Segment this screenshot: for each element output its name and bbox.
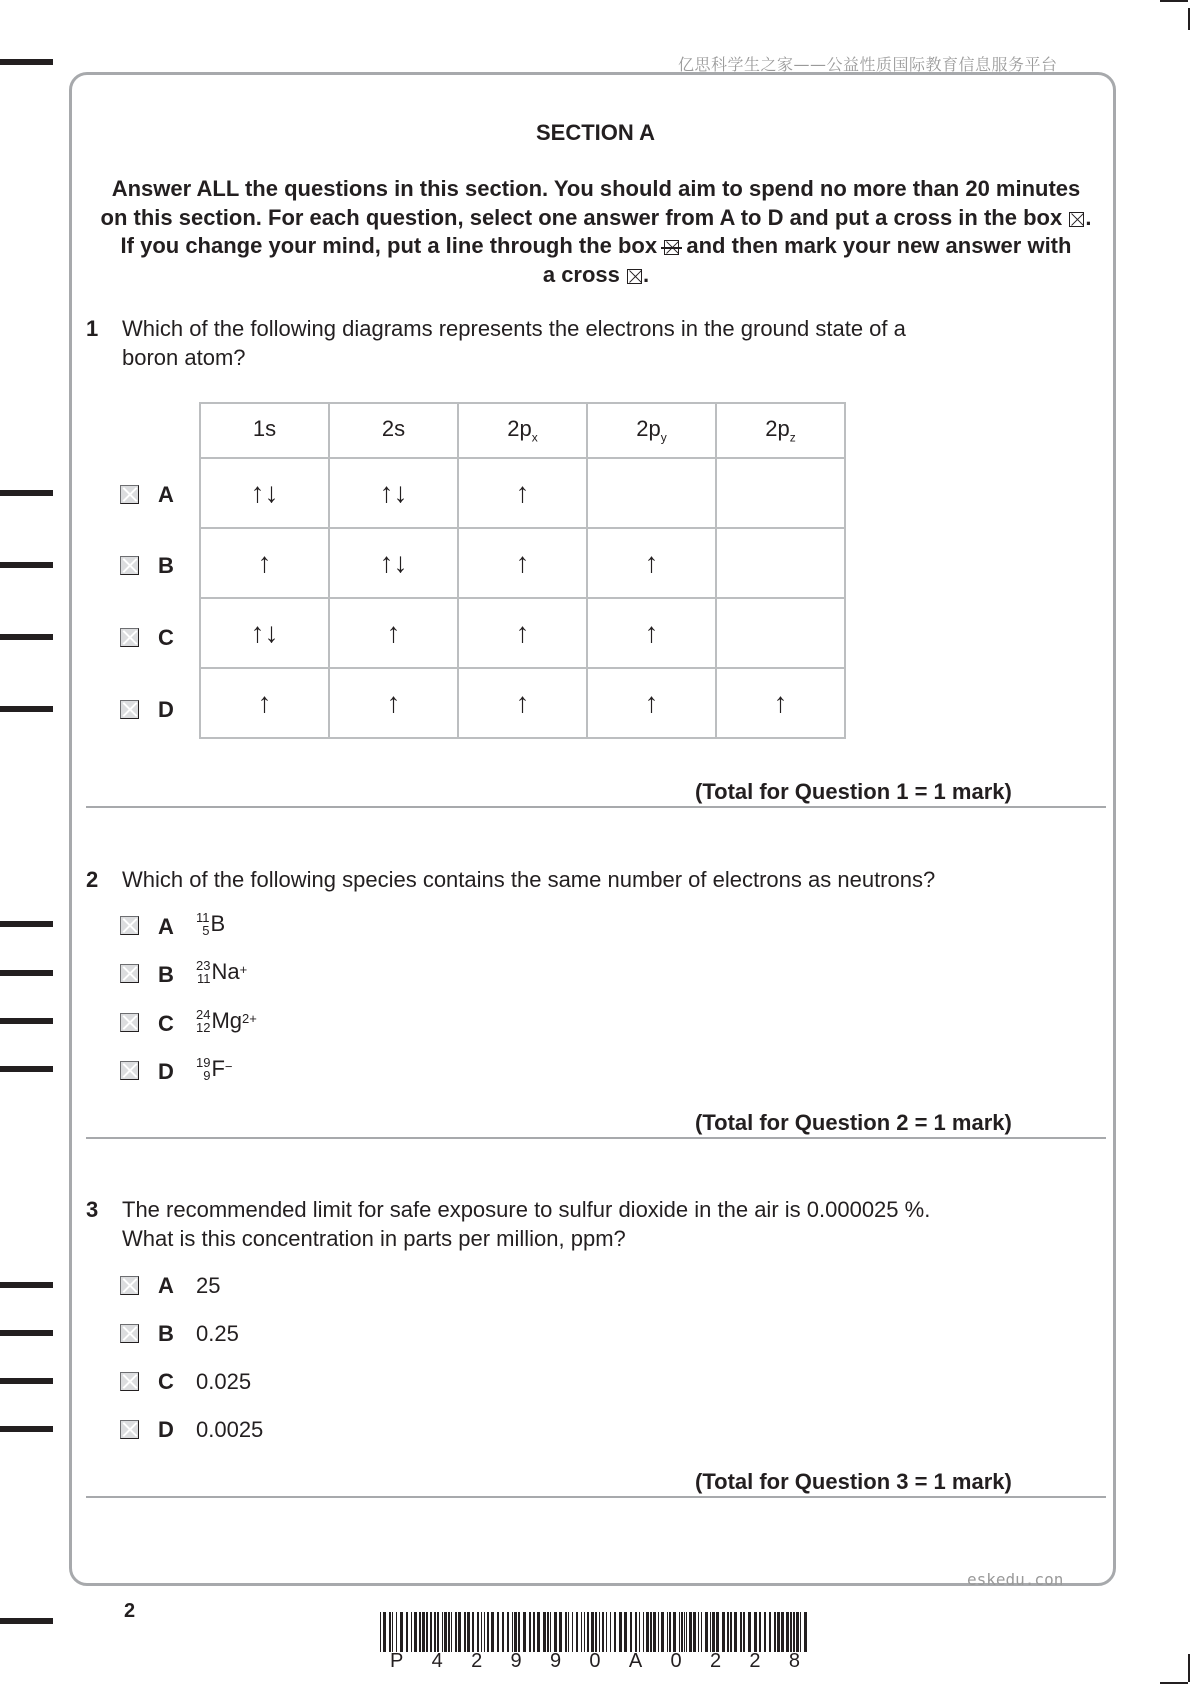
barcode-bar [646,1612,649,1652]
orbital-cell: ↑ [587,528,716,598]
barcode-bar [581,1612,582,1652]
orbital-cell: ↑ [458,668,587,738]
margin-tick [0,1426,53,1432]
barcode-bar [529,1612,531,1652]
barcode-bar [491,1612,494,1652]
barcode-bar [467,1612,470,1652]
answer-checkbox-q1-a[interactable] [120,485,139,504]
margin-tick [0,1618,53,1624]
barcode-bar [710,1612,711,1652]
option-letter: B [158,1321,174,1346]
barcode-char: 0 [670,1650,682,1672]
margin-tick [0,1066,53,1072]
question-1-number: 1 [86,316,99,341]
orbital-cell: ↑ [458,528,587,598]
crossed-box-icon [1069,212,1084,227]
question-3-text [122,1196,930,1253]
orbital-header: 2s [329,403,458,458]
option-letter: C [158,625,174,650]
barcode-bar [693,1612,696,1652]
option-letter: B [158,962,174,987]
barcode-bar [426,1612,428,1652]
orbital-header: 1s [200,403,329,458]
orbital-row-b [200,528,845,598]
barcode-bar [681,1612,683,1652]
orbital-cell: ↑↓ [200,458,329,528]
barcode-bar [518,1612,520,1652]
barcode-bar [748,1612,751,1652]
option-value: 0.0025 [196,1417,264,1442]
barcode-bar [502,1612,504,1652]
barcode-bar [559,1612,562,1652]
margin-tick [0,490,53,496]
instructions-line-1: Answer ALL the questions in this section. You should aim to spend no more than 20 minutes [111,176,1081,201]
barcode-bar [759,1612,761,1652]
orbital-cell: ↑ [200,528,329,598]
barcode-bar [406,1612,408,1652]
element-symbol: F [211,1056,225,1081]
barcode-bar [481,1612,482,1652]
question-text-line: boron atom? [122,344,246,370]
barcode-bar [396,1612,397,1652]
orbital-table [199,402,846,739]
barcode-bar [635,1612,637,1652]
option-value: 0.025 [196,1369,252,1394]
question-1-total: (Total for Question 1 = 1 mark) [695,779,1012,804]
barcode-bar [411,1612,412,1652]
barcode-bar [716,1612,719,1652]
barcode-bar [686,1612,687,1652]
margin-tick [0,1330,53,1336]
question-3-total: (Total for Question 3 = 1 mark) [695,1469,1012,1494]
orbital-cell: ↑ [716,668,845,738]
barcode-bar [599,1612,600,1652]
barcode-bar [437,1612,439,1652]
answer-checkbox-q2-b[interactable] [120,964,139,983]
barcode-bar [389,1612,391,1652]
barcode-char: 2 [709,1650,722,1672]
barcode-bar [727,1612,729,1652]
barcode-bar [796,1612,799,1652]
orbital-cell: ↑ [458,458,587,528]
orbital-cell: ↑↓ [329,458,458,528]
charge: − [224,1058,233,1074]
barcode-char: 2 [471,1650,483,1672]
orbital-cell: ↑ [200,668,329,738]
barcode-bar [458,1612,461,1652]
barcode-bar [650,1612,652,1652]
barcode-bar [754,1612,757,1652]
instructions-line-3 [86,232,1106,261]
barcode-bar [434,1612,436,1652]
barcode-bar [414,1612,417,1652]
mass-number: 19 [196,1055,211,1070]
crop-mark [1188,1654,1190,1682]
barcode-char: P [390,1650,404,1672]
option-nuclide [196,1056,233,1082]
divider [86,1137,1106,1139]
barcode-char: 0 [589,1650,601,1672]
orbital-cell: ↑ [587,598,716,668]
barcode [380,1612,810,1652]
orbital-cell: ↑ [587,668,716,738]
answer-checkbox-q2-a[interactable] [120,916,139,935]
option-value: 25 [196,1273,221,1298]
barcode-bar [774,1612,776,1652]
watermark-top: 亿思科学生之家——公益性质国际教育信息服务平台 [678,55,1058,74]
barcode-bar [547,1612,549,1652]
barcode-bar [400,1612,403,1652]
barcode-bar [804,1612,807,1652]
barcode-bar [781,1612,784,1652]
barcode-bar [477,1612,479,1652]
barcode-bar [793,1612,795,1652]
option-letter: A [158,482,174,507]
barcode-bar [730,1612,732,1652]
instructions-text: on this section. For each question, select one answer from A to D and put a cross in the box [100,204,1063,230]
barcode-bar [533,1612,535,1652]
option-nuclide [196,959,247,985]
barcode-char: 9 [549,1650,562,1672]
margin-tick [0,970,53,976]
margin-tick [0,921,53,927]
barcode-bar [624,1612,627,1652]
answer-checkbox-q3-d[interactable] [120,1420,139,1439]
mass-number: 11 [196,910,210,925]
margin-tick [0,1018,53,1024]
barcode-bar [550,1612,551,1652]
barcode-bar [722,1612,725,1652]
barcode-bar [689,1612,692,1652]
element-symbol: Mg [211,1008,243,1033]
barcode-bar [653,1612,656,1652]
divider [86,806,1106,808]
barcode-bar [769,1612,771,1652]
option-letter: D [158,697,174,722]
option-letter: A [158,914,174,939]
question-3-number: 3 [86,1197,99,1222]
instructions-line-4 [86,261,1106,290]
barcode-bar [669,1612,671,1652]
barcode-bar [422,1612,425,1652]
barcode-bar [602,1612,604,1652]
answer-checkbox-q2-d[interactable] [120,1061,139,1080]
question-text-line: The recommended limit for safe exposure to sulfur dioxide in the air is 0.000025 %. [122,1197,931,1222]
orbital-cell [587,458,716,528]
crop-mark [1160,0,1188,2]
atomic-number: 11 [196,971,211,986]
barcode-char: A [628,1650,643,1672]
question-text-line: What is this concentration in parts per million, ppm? [122,1225,626,1251]
option-letter: B [158,553,174,578]
margin-tick [0,1282,53,1288]
orbital-header: $2p_y$ [587,403,716,458]
question-2-total: (Total for Question 2 = 1 mark) [695,1110,1012,1135]
charge: + [239,961,248,977]
page-frame [69,72,1116,1586]
barcode-bar [565,1612,567,1652]
barcode-bar [448,1612,450,1652]
orbital-cell: ↑ [458,598,587,668]
orbital-header: $2p_x$ [458,403,587,458]
barcode-bar [701,1612,702,1652]
barcode-bar [514,1612,517,1652]
answer-checkbox-q3-c[interactable] [120,1372,139,1391]
option-value: 0.25 [196,1321,239,1346]
barcode-bar [614,1612,616,1652]
barcode-bar [790,1612,792,1652]
orbital-cell: ↑↓ [329,528,458,598]
option-letter: D [158,1059,174,1084]
barcode-bar [679,1612,680,1652]
barcode-bar [383,1612,386,1652]
barcode-char: 8 [788,1650,800,1672]
option-letter: C [158,1011,174,1036]
margin-tick [0,1378,53,1384]
divider [86,1496,1106,1498]
answer-checkbox-q1-b[interactable] [120,556,139,575]
element-symbol: Na [211,959,240,984]
atomic-number: 9 [203,1068,211,1083]
barcode-bar [455,1612,457,1652]
orbital-cell: ↑ [329,598,458,668]
barcode-bar [661,1612,664,1652]
option-letter: C [158,1369,174,1394]
barcode-bar [595,1612,597,1652]
answer-checkbox-q1-d[interactable] [120,700,139,719]
orbital-cell [716,528,845,598]
footer-watermark: eskedu.con [967,1570,1064,1589]
charge: 2+ [242,1010,257,1026]
option-nuclide [196,1008,257,1034]
barcode-char: 4 [431,1650,443,1672]
barcode-bar [639,1612,640,1652]
barcode-bar [734,1612,737,1652]
barcode-bar [786,1612,789,1652]
barcode-bar [451,1612,452,1652]
barcode-bar [643,1612,644,1652]
instructions-text: . [643,261,650,287]
barcode-bar [487,1612,489,1652]
barcode-bar [619,1612,622,1652]
question-2-number: 2 [86,867,99,892]
barcode-bar [658,1612,659,1652]
section-title: SECTION A [536,120,655,145]
option-nuclide [196,911,225,937]
barcode-bar [497,1612,499,1652]
margin-tick [0,706,53,712]
barcode-bar [543,1612,546,1652]
barcode-char: 2 [749,1650,761,1672]
barcode-bar [705,1612,708,1652]
barcode-bar [712,1612,715,1652]
mass-number: 24 [196,1007,211,1022]
instructions-text: a cross [542,261,620,287]
barcode-bar [576,1612,578,1652]
barcode-bar [572,1612,573,1652]
barcode-bar [484,1612,485,1652]
atomic-number: 12 [196,1020,211,1035]
orbital-row-c [200,598,845,668]
barcode-char: 9 [510,1650,522,1672]
barcode-bar [419,1612,421,1652]
barcode-bar [698,1612,699,1652]
barcode-bar [777,1612,780,1652]
orbital-cell: ↑↓ [200,598,329,668]
barcode-bar [523,1612,526,1652]
barcode-bar [743,1612,745,1652]
barcode-bar [606,1612,607,1652]
barcode-bar [507,1612,509,1652]
answer-checkbox-q2-c[interactable] [120,1013,139,1032]
element-symbol: B [210,911,226,936]
orbital-row-a [200,458,845,528]
struck-box-icon [664,240,679,255]
barcode-bar [442,1612,443,1652]
barcode-bar [554,1612,557,1652]
barcode-bar [667,1612,668,1652]
barcode-bar [587,1612,589,1652]
barcode-bar [591,1612,594,1652]
barcode-bar [392,1612,393,1652]
answer-checkbox-q3-b[interactable] [120,1324,139,1343]
instructions-text: . [1085,204,1092,230]
barcode-bar [584,1612,585,1652]
orbital-row-d [200,668,845,738]
barcode-bar [673,1612,676,1652]
margin-tick [0,562,53,568]
barcode-bar [464,1612,466,1652]
barcode-bar [472,1612,474,1652]
barcode-bar [430,1612,432,1652]
margin-tick [0,634,53,640]
question-1-text [122,315,906,372]
barcode-bar [380,1612,381,1652]
orbital-header: $2p_z$ [716,403,845,458]
instructions-text: If you change your mind, put a line through the box [120,233,658,258]
crop-mark [1188,8,1190,30]
instructions [86,175,1106,289]
barcode-bar [740,1612,742,1652]
barcode-bar [630,1612,632,1652]
barcode-bar [610,1612,611,1652]
barcode-bar [568,1612,569,1652]
margin-tick [0,59,53,65]
option-letter: D [158,1417,174,1442]
answer-checkbox-q3-a[interactable] [120,1276,139,1295]
orbital-cell [716,598,845,668]
question-2-text: Which of the following species contains the same number of electrons as neutrons? [122,867,936,892]
atomic-number: 5 [202,923,210,938]
barcode-bar [512,1612,513,1652]
barcode-text [380,1650,810,1673]
barcode-bar [684,1612,685,1652]
barcode-bar [537,1612,540,1652]
orbital-cell [716,458,845,528]
orbital-cell: ↑ [329,668,458,738]
instructions-line-2 [86,204,1106,233]
barcode-bar [764,1612,766,1652]
barcode-bar [800,1612,801,1652]
option-letter: A [158,1273,174,1298]
answer-checkbox-q1-c[interactable] [120,628,139,647]
mass-number: 23 [196,958,211,973]
barcode-bar [444,1612,447,1652]
question-text-line: Which of the following diagrams represents the electrons in the ground state of a [122,316,906,341]
page-number: 2 [124,1600,136,1622]
instructions-text: and then mark your new answer with [686,233,1072,258]
orbital-table-header [200,403,845,458]
crossed-box-icon [627,269,642,284]
